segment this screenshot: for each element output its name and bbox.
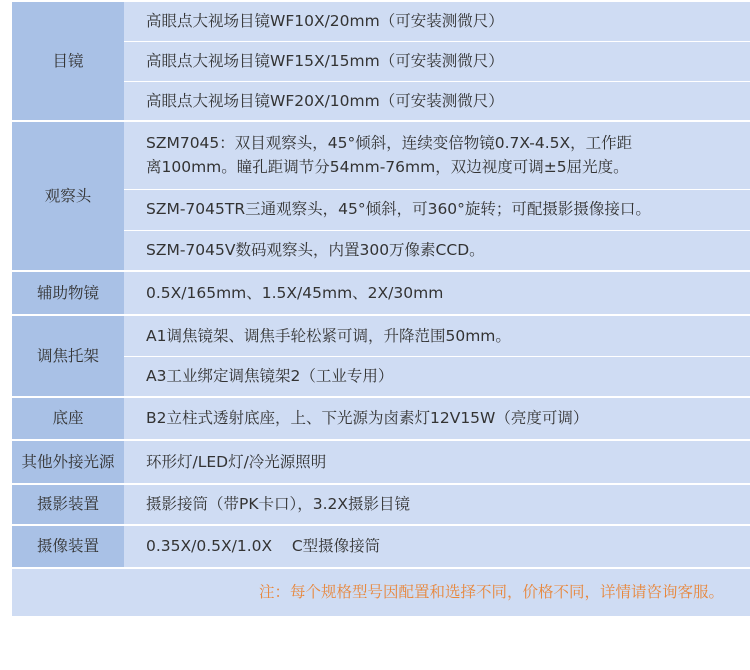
spec-value-text: 高眼点大视场目镜WF10X/20mm（可安装测微尺） [146,12,504,31]
spec-value-eyepiece-1 [124,1,750,41]
spec-value-focus-1 [124,315,750,356]
spec-value-text: SZM-7045TR三通观察头，45°倾斜，可360°旋转；可配摄影摄像接口。 [146,200,651,219]
spec-row-photo [12,484,750,525]
spec-table [12,0,750,616]
spec-row-light [12,440,750,484]
spec-value-text: SZM7045：双目观察头，45°倾斜，连续变倍物镜0.7X-4.5X，工作距 离100mm。瞳孔距调节分54mm-76mm，双边视度可调±5屈光度。 [146,134,633,177]
spec-row-eyepiece [12,1,750,41]
spec-row-head [12,121,750,189]
spec-value-eyepiece-2 [124,41,750,81]
spec-row-base [12,397,750,440]
spec-value-text: A3工业绑定调焦镜架2（工业专用） [146,367,394,386]
spec-value-text: 0.35X/0.5X/1.0X C型摄像接筒 [146,537,381,556]
spec-value-video-1 [124,525,750,568]
spec-row-video [12,525,750,568]
spec-value-light-1 [124,440,750,484]
category-label-eyepiece: 目镜 [12,1,124,121]
note-row [12,568,750,616]
spec-value-photo-1 [124,484,750,525]
spec-value-text: 环形灯/LED灯/冷光源照明 [146,452,327,471]
spec-value-focus-2 [124,356,750,397]
spec-value-head-2 [124,189,750,230]
category-label-aux: 辅助物镜 [12,271,124,315]
spec-row-focus [12,315,750,356]
spec-value-text: 0.5X/165mm、1.5X/45mm、2X/30mm [146,283,444,302]
spec-value-base-1 [124,397,750,440]
category-label-head: 观察头 [12,121,124,271]
spec-value-head-3 [124,230,750,271]
spec-value-eyepiece-3 [124,81,750,121]
pricing-note: 注：每个规格型号因配置和选择不同，价格不同，详情请咨询客服。 [12,568,750,616]
category-label-base: 底座 [12,397,124,440]
spec-value-aux-1 [124,271,750,315]
spec-value-text: SZM-7045V数码观察头，内置300万像素CCD。 [146,241,485,260]
spec-value-text: A1调焦镜架、调焦手轮松紧可调，升降范围50mm。 [146,326,511,345]
spec-value-text: 高眼点大视场目镜WF20X/10mm（可安装测微尺） [146,91,504,110]
category-label-photo: 摄影装置 [12,484,124,525]
category-label-video: 摄像装置 [12,525,124,568]
spec-value-head-1 [124,121,750,189]
category-label-light: 其他外接光源 [12,440,124,484]
spec-value-text: 摄影接筒（带PK卡口），3.2X摄影目镜 [146,495,411,514]
spec-row-aux [12,271,750,315]
category-label-focus: 调焦托架 [12,315,124,397]
spec-value-text: 高眼点大视场目镜WF15X/15mm（可安装测微尺） [146,51,504,70]
spec-value-text: B2立柱式透射底座，上、下光源为卤素灯12V15W（亮度可调） [146,409,589,428]
